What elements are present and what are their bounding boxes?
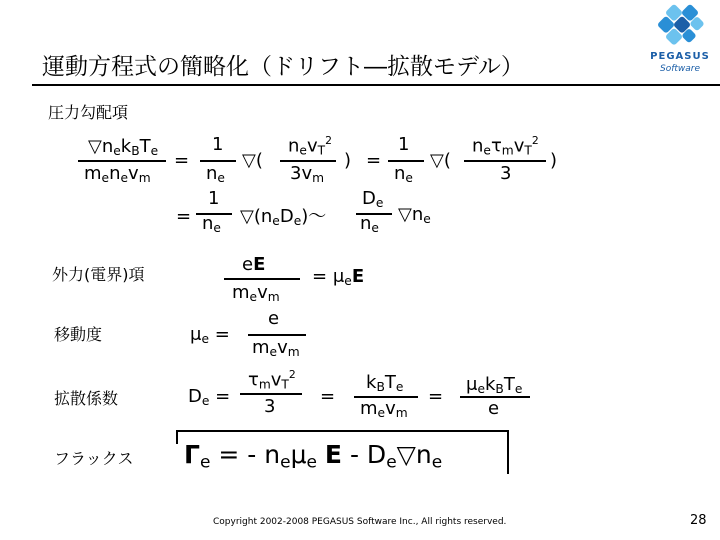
force-frac-line xyxy=(224,278,300,280)
flux-bracket xyxy=(176,430,510,476)
section-external-force: 外力(電界)項 xyxy=(52,265,145,284)
eq1-frac3-line xyxy=(280,160,336,162)
section-diffusion: 拡散係数 xyxy=(54,389,119,408)
eq1-frac1-line xyxy=(78,160,166,162)
logo-sub: Software xyxy=(659,64,701,74)
eq1-frac4-denominator: $n_e$ xyxy=(394,163,413,186)
eq1-frac3-numerator: $n_ev_T^2$ xyxy=(288,134,332,158)
eq1-equals-1: = xyxy=(174,150,190,171)
eq2-frac1-denominator: $n_e$ xyxy=(202,213,221,236)
copyright-footer: Copyright 2002-2008 PEGASUS Software Inc., All rights reserved. xyxy=(213,517,507,527)
eq1-nabla-open-2: ▽( xyxy=(430,150,451,171)
eq1-close-2: ) xyxy=(550,150,558,171)
eq1-frac4-numerator: 1 xyxy=(398,134,410,155)
force-frac-denominator: $m_ev_m$ xyxy=(232,282,280,305)
force-frac-numerator: eE xyxy=(242,254,266,275)
slide-title: 運動方程式の簡略化（ドリフト―拡散モデル） xyxy=(42,54,524,80)
eq1-frac2-denominator: $n_e$ xyxy=(206,163,225,186)
mobility-frac-line xyxy=(248,334,306,336)
diffusion-frac2-numerator: $k_BT_e$ xyxy=(366,372,404,395)
diffusion-frac3-denominator: e xyxy=(488,398,500,419)
eq1-frac1-denominator: $m_en_ev_m$ xyxy=(84,163,151,186)
mobility-frac-denominator: $m_ev_m$ xyxy=(252,337,300,360)
diffusion-equals-3: = xyxy=(428,386,444,407)
section-mobility: 移動度 xyxy=(54,325,103,344)
diffusion-frac1-line xyxy=(240,393,302,395)
mobility-frac-numerator: e xyxy=(268,308,280,329)
diffusion-frac2-denominator: $m_ev_m$ xyxy=(360,398,408,421)
diffusion-lhs: $D_e$ = xyxy=(188,386,231,409)
eq2-frac1-numerator: 1 xyxy=(208,188,220,209)
eq2-nabla-n: $▽n_e$ xyxy=(398,204,431,227)
eq1-frac5-line xyxy=(464,160,546,162)
eq1-frac2-numerator: 1 xyxy=(212,134,224,155)
eq1-frac5-numerator: $n_e\tau_mv_T^2$ xyxy=(472,134,539,158)
diffusion-frac1-denominator: 3 xyxy=(264,396,276,417)
eq1-equals-2: = xyxy=(366,150,382,171)
eq2-nabla-term: $▽(n_eD_e)$〜 xyxy=(240,206,327,229)
eq2-frac2-numerator: $D_e$ xyxy=(362,188,384,211)
section-pressure-gradient: 圧力勾配項 xyxy=(48,103,129,122)
eq1-frac5-denominator: 3 xyxy=(500,163,512,184)
eq2-equals-1: = xyxy=(176,206,192,227)
eq1-frac1-numerator: $▽n_ek_BT_e$ xyxy=(88,136,159,159)
logo-name: PEGASUS xyxy=(650,51,710,62)
section-flux: フラックス xyxy=(54,449,134,468)
eq1-frac4-line xyxy=(388,160,424,162)
force-result: = $\mu_eE$ xyxy=(312,266,365,289)
eq1-frac3-denominator: $3v_m$ xyxy=(290,163,325,186)
diffusion-frac3-numerator: $\mu_ek_BT_e$ xyxy=(466,374,523,397)
diffusion-frac1-numerator: $\tau_mv_T^2$ xyxy=(248,368,296,392)
pegasus-logo xyxy=(640,4,720,80)
title-underline xyxy=(32,84,720,86)
flux-equation: $\Gamma_e$ = - $n_e\mu_e$ E - $D_e▽n_e$ xyxy=(184,440,443,473)
eq2-frac2-denominator: $n_e$ xyxy=(360,213,379,236)
diffusion-equals-2: = xyxy=(320,386,336,407)
eq1-frac2-line xyxy=(200,160,236,162)
mobility-lhs: $\mu_e$ = xyxy=(190,324,230,347)
page-number: 28 xyxy=(690,513,707,528)
eq1-nabla-open: ▽( xyxy=(242,150,263,171)
pegasus-logo-icon xyxy=(640,4,720,50)
eq1-close: ) xyxy=(344,150,352,171)
